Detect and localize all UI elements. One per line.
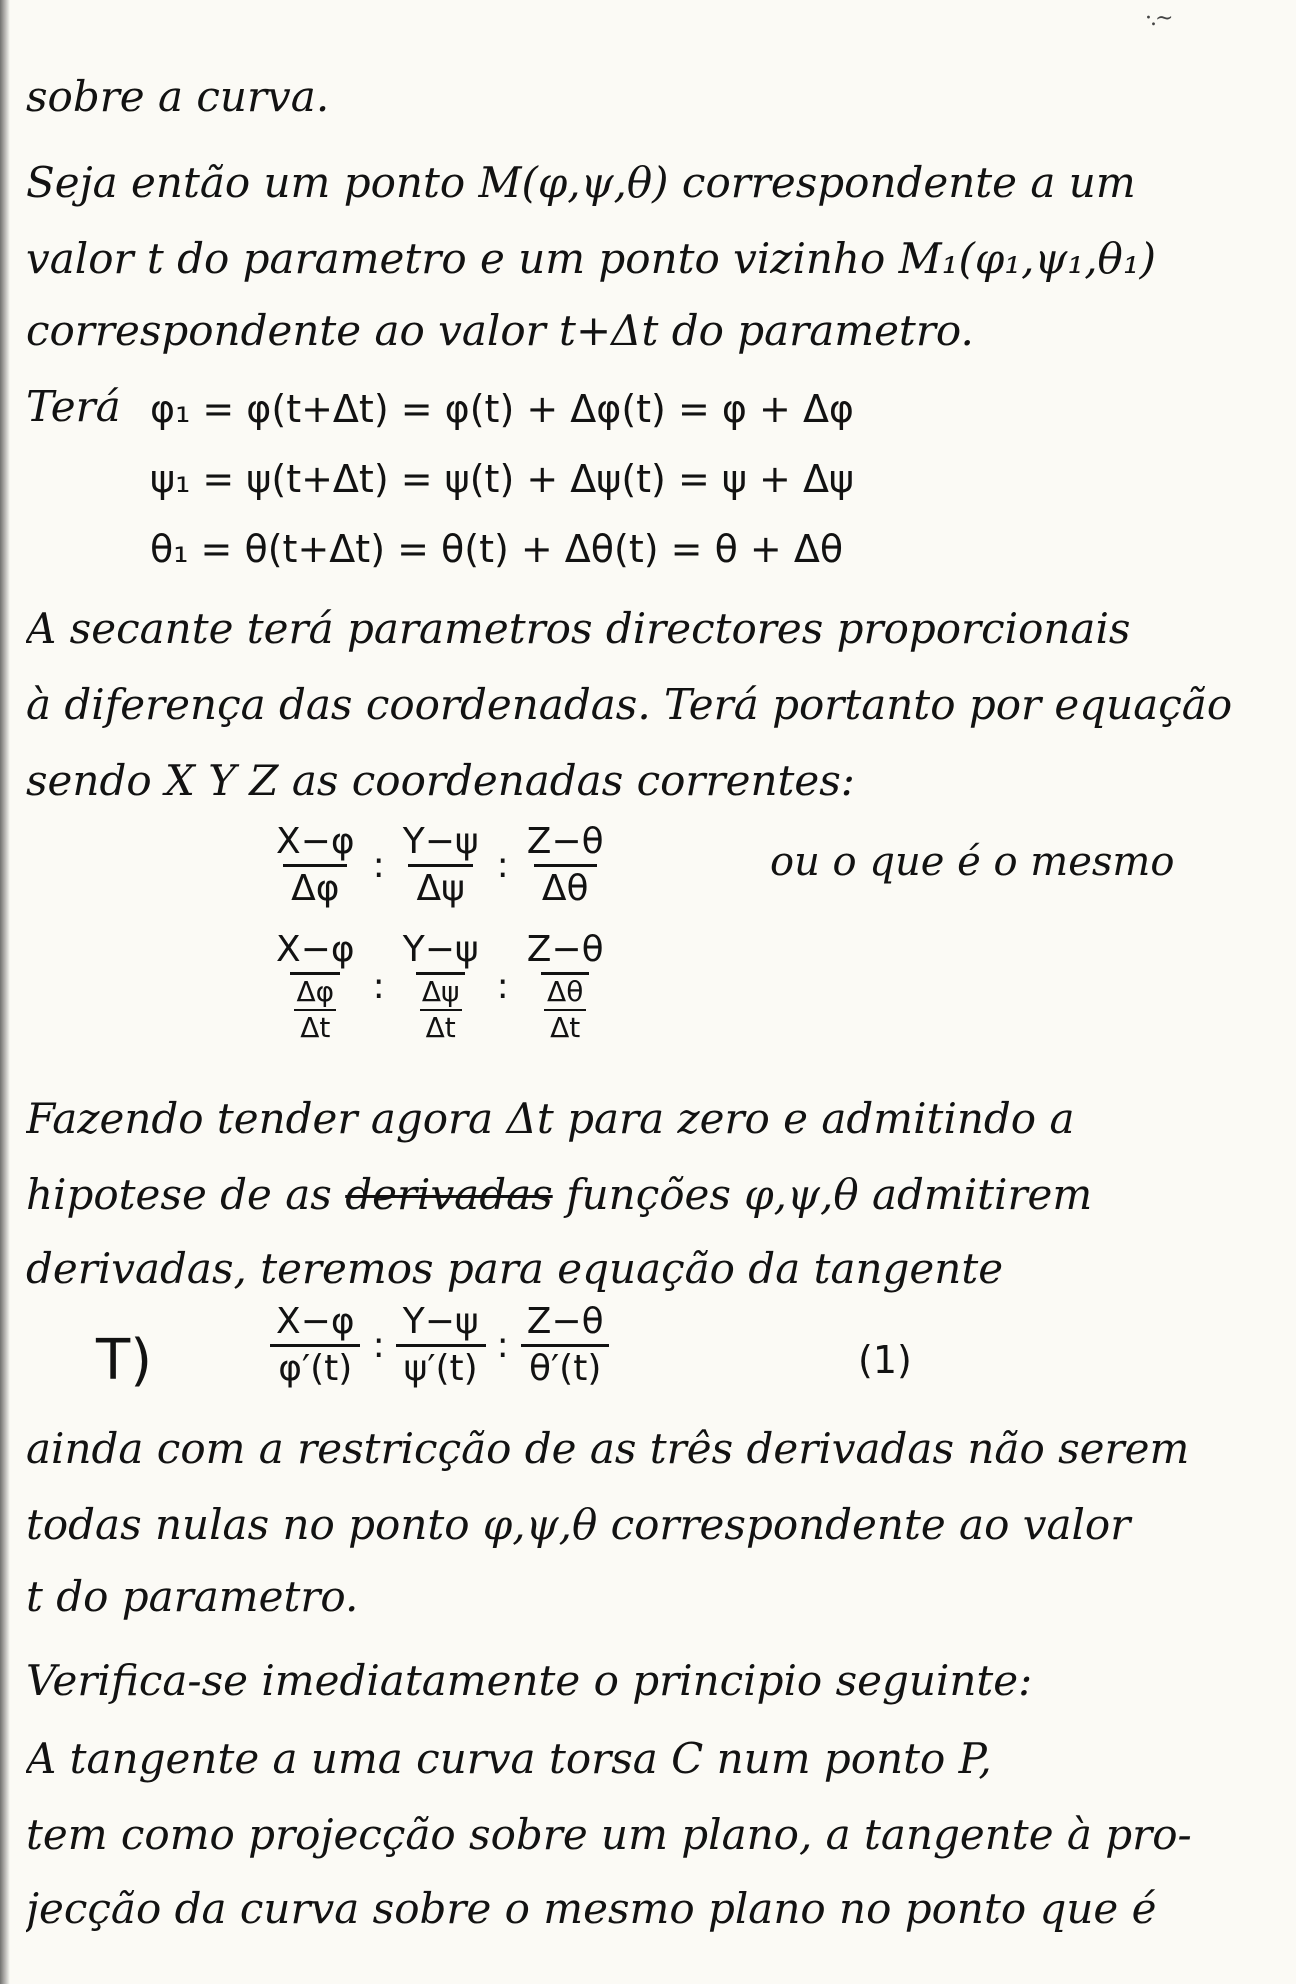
equation-label: T) (96, 1328, 153, 1393)
secant-equation-2: X−φ Δφ Δt : Y−ψ Δψ Δt : Z−θ Δθ Δt (262, 928, 618, 1045)
fraction-y: $\frac{Y-\psi}{\Delta\psi}$ (402, 821, 479, 909)
equivalence-note: ou o que é o mesmo (770, 839, 1175, 885)
closing-line-1: ainda com a restricção de as três derivadas não serem (26, 1424, 1190, 1473)
secant-equation-1: $\frac{X-\varphi}{\Delta\varphi}$ : $\frac{Y-\psi}{\Delta\psi}$ : $\frac{Z-\theta}{\Delta\theta}$ (262, 820, 618, 911)
closing-line-5: A tangente a uma curva torsa C num ponto P, (26, 1734, 992, 1783)
secant-line-2: à diferença das coordenadas. Terá portanto por equação (26, 680, 1233, 729)
text-line-3: valor t do parametro e um ponto vizinho M₁(φ₁,ψ₁,θ₁) (26, 234, 1157, 283)
tangent-line-1: Fazendo tender agora Δt para zero e admitindo a (26, 1094, 1075, 1143)
text-line-2: Seja então um ponto M(φ,ψ,θ) correspondente a um (26, 158, 1136, 207)
text-line-5: Terá (26, 382, 121, 431)
text-line-4: correspondente ao valor t+Δt do parametro. (26, 306, 974, 355)
secant-line-1: A secante terá parametros directores proporcionais (26, 604, 1131, 653)
closing-line-6: tem como projecção sobre um plano, a tangente à pro- (26, 1810, 1192, 1859)
closing-line-7: jecção da curva sobre o mesmo plano no ponto que é (26, 1884, 1157, 1933)
fraction-x: $\frac{X-\varphi}{\Delta\varphi}$ (276, 821, 355, 909)
scan-edge-shadow (0, 0, 10, 1984)
tangent-line-2: hipotese de as derivadas funções φ,ψ,θ admitirem (26, 1170, 1093, 1219)
fraction-x: X−φ Δφ Δt (276, 929, 355, 1044)
closing-line-4: Verifica-se imediatamente o principio seguinte: (26, 1656, 1033, 1705)
fraction-y: Y−ψ Δψ Δt (402, 929, 479, 1044)
closing-line-2: todas nulas no ponto φ,ψ,θ correspondente ao valor (26, 1500, 1131, 1549)
corner-mark: ·.~ (1145, 6, 1172, 31)
struck-word: derivadas (345, 1170, 553, 1219)
text-line-1: sobre a curva. (26, 72, 330, 121)
fraction-z: $\frac{Z-\theta}{\theta'(t)}$ (519, 1300, 612, 1391)
fraction-z: $\frac{Z-\theta}{\Delta\theta}$ (526, 821, 604, 909)
secant-line-3: sendo X Y Z as coordenadas correntes: (26, 756, 855, 805)
equation-number: (1) (858, 1338, 912, 1382)
fraction-x: $\frac{X-\varphi}{\varphi'(t)}$ (268, 1300, 363, 1391)
fraction-y: $\frac{Y-\psi}{\psi'(t)}$ (395, 1300, 487, 1391)
coord-eq-psi: ψ₁ = ψ(t+Δt) = ψ(t) + Δψ(t) = ψ + Δψ (150, 457, 855, 501)
fraction-z: Z−θ Δθ Δt (526, 929, 604, 1044)
coord-eq-phi: φ₁ = φ(t+Δt) = φ(t) + Δφ(t) = φ + Δφ (150, 387, 855, 431)
tangent-equation: $\frac{X-\varphi}{\varphi'(t)}$ : $\frac{Y-\psi}{\psi'(t)}$ : $\frac{Z-\theta}{\theta'(t)}$ (262, 1300, 618, 1391)
tangent-line-3: derivadas, teremos para equação da tangente (26, 1244, 1004, 1293)
coord-eq-theta: θ₁ = θ(t+Δt) = θ(t) + Δθ(t) = θ + Δθ (150, 527, 844, 571)
closing-line-3: t do parametro. (26, 1572, 359, 1621)
